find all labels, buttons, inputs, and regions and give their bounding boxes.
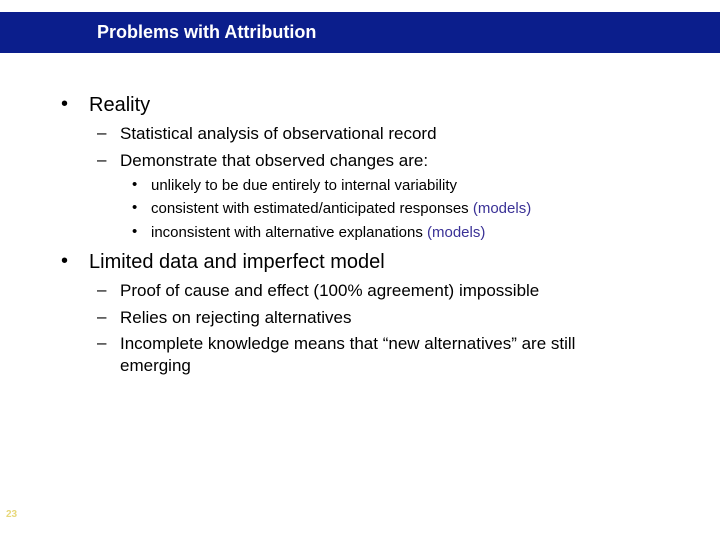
sub-bullet — [97, 307, 352, 328]
dash-marker: – — [97, 150, 107, 169]
slide-number: 23 — [6, 509, 18, 520]
bullet-text: Reality — [89, 94, 151, 116]
sub-sub-bullet — [132, 176, 457, 194]
sub-sub-bullet-text: inconsistent with alternative explanations — [151, 224, 427, 241]
title-bar — [0, 12, 720, 53]
bullet-marker: • — [61, 250, 69, 272]
sub-bullet-text: emerging — [120, 356, 191, 375]
dash-marker: – — [97, 123, 107, 142]
sub-bullet-text: Incomplete knowledge means that “new alternatives” are still — [120, 334, 576, 353]
bullet-text: Limited data and imperfect model — [89, 251, 385, 273]
slide-title: Problems with Attribution — [97, 22, 317, 42]
bullet-marker: • — [132, 176, 138, 193]
sub-bullet — [97, 123, 437, 144]
sub-bullet-text: Demonstrate that observed changes are: — [120, 151, 429, 170]
sub-bullet — [97, 280, 540, 301]
models-note: (models) — [427, 224, 486, 241]
models-note: (models) — [472, 200, 532, 217]
sub-sub-bullet-text: unlikely to be due entirely to internal variability — [151, 177, 457, 194]
dash-marker: – — [97, 280, 107, 299]
bullet-limited-data — [61, 250, 385, 274]
sub-bullet-continuation — [120, 356, 191, 376]
sub-bullet — [97, 333, 576, 354]
bullet-marker: • — [132, 199, 138, 216]
sub-sub-bullet — [132, 199, 532, 217]
sub-bullet — [97, 150, 429, 171]
bullet-reality — [61, 93, 151, 117]
dash-marker: – — [97, 333, 107, 352]
dash-marker: – — [97, 307, 107, 326]
sub-sub-bullet-text: consistent with estimated/anticipated responses — [151, 200, 473, 217]
sub-bullet-text: Proof of cause and effect (100% agreement) impossible — [120, 281, 540, 300]
sub-sub-bullet — [132, 223, 486, 241]
sub-bullet-text: Relies on rejecting alternatives — [120, 308, 352, 327]
sub-bullet-text: Statistical analysis of observational record — [120, 124, 437, 143]
bullet-marker: • — [61, 93, 69, 115]
bullet-marker: • — [132, 223, 138, 240]
